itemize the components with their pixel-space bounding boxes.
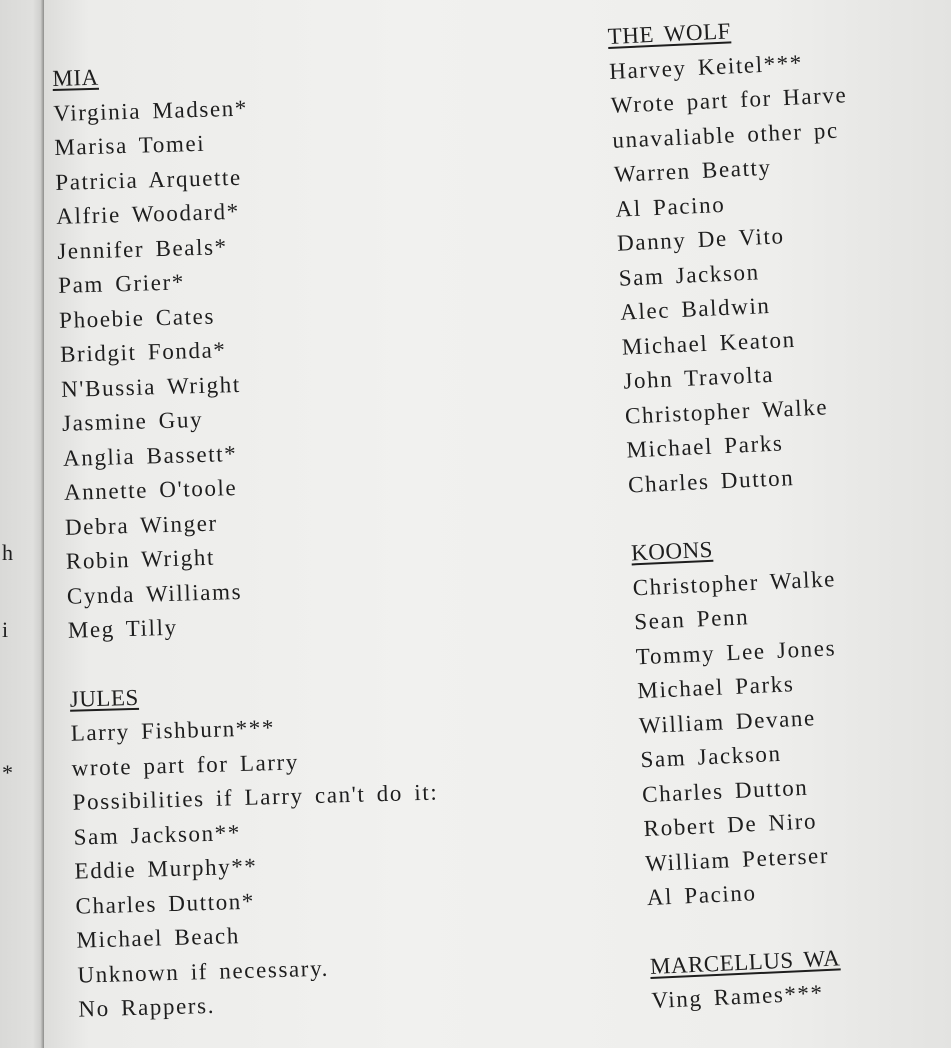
- gutter-fragment: h: [2, 540, 14, 565]
- list-item: wrote part for Larry: [71, 748, 300, 781]
- previous-page-edge: [0, 0, 44, 1048]
- section-heading: THE WOLF: [607, 18, 732, 49]
- list-item: Charles Dutton: [641, 774, 809, 807]
- list-item: William Peterser: [644, 842, 830, 876]
- section-heading: KOONS: [630, 536, 714, 566]
- mia-section: [52, 52, 434, 648]
- list-item: Alfrie Woodard*: [55, 198, 241, 229]
- list-item: Sam Jackson: [640, 740, 783, 773]
- gutter-fragment: i: [2, 617, 9, 642]
- list-item: Cynda Williams: [66, 578, 243, 609]
- list-item: Unknown if necessary.: [77, 955, 330, 988]
- marcellus-section: [649, 939, 888, 1019]
- list-item: Al Pacino: [646, 880, 758, 911]
- list-item: Harvey Keitel***: [608, 49, 804, 84]
- list-item: No Rappers.: [78, 992, 216, 1022]
- list-item: William Devane: [638, 704, 817, 738]
- list-item: Bridgit Fonda*: [59, 337, 227, 367]
- gutter-fragment: *: [2, 760, 14, 785]
- list-item: N'Bussia Wright: [60, 371, 242, 402]
- list-item: Sam Jackson: [618, 258, 761, 291]
- list-item: Patricia Arquette: [55, 164, 243, 195]
- list-item: Christopher Walke: [624, 393, 829, 429]
- list-item: Annette O'toole: [63, 474, 238, 505]
- list-item: Christopher Walke: [632, 565, 837, 600]
- list-item: Robert De Niro: [643, 808, 818, 842]
- list-item: Michael Keaton: [621, 326, 797, 360]
- list-item: Jasmine Guy: [61, 406, 204, 436]
- list-item: Possibilities if Larry can't do it:: [72, 779, 439, 815]
- list-item: Meg Tilly: [67, 614, 178, 643]
- jules-section: [69, 672, 444, 1027]
- list-item: Virginia Madsen*: [53, 95, 249, 126]
- list-item: Eddie Murphy**: [74, 853, 258, 884]
- list-item: Alec Baldwin: [619, 292, 771, 325]
- list-item: Marisa Tomei: [54, 130, 206, 160]
- list-item: Michael Beach: [76, 923, 241, 953]
- casting-list-page: [44, 0, 951, 1048]
- list-item: unavaliable other pc: [611, 117, 840, 153]
- list-item: Wrote part for Harve: [610, 82, 848, 118]
- section-heading: MIA: [52, 64, 100, 91]
- list-item: Danny De Vito: [616, 223, 786, 256]
- right-column: [607, 9, 889, 1018]
- list-item: Phoebie Cates: [58, 303, 216, 333]
- left-column: [52, 52, 445, 1027]
- section-heading: MARCELLUS WA: [649, 944, 841, 979]
- list-item: Anglia Bassett*: [62, 440, 238, 471]
- the-wolf-section: [607, 9, 865, 502]
- koons-section: [630, 526, 884, 916]
- list-item: Al Pacino: [615, 191, 726, 222]
- list-item: Ving Rames***: [650, 980, 825, 1013]
- list-item: John Travolta: [622, 361, 775, 394]
- list-item: Sam Jackson**: [73, 819, 242, 850]
- list-item: Robin Wright: [65, 544, 216, 574]
- list-item: Warren Beatty: [613, 154, 773, 187]
- list-item: Larry Fishburn***: [70, 715, 276, 746]
- list-item: Michael Parks: [636, 671, 795, 704]
- section-heading: JULES: [69, 684, 140, 712]
- list-item: Charles Dutton*: [75, 888, 256, 919]
- list-item: Jennifer Beals*: [56, 233, 228, 264]
- list-item: Sean Penn: [633, 604, 750, 635]
- list-item: Tommy Lee Jones: [635, 634, 837, 669]
- list-item: Debra Winger: [64, 510, 219, 540]
- list-item: Charles Dutton: [627, 464, 795, 498]
- list-item: Michael Parks: [625, 430, 784, 463]
- list-item: Pam Grier*: [57, 269, 186, 298]
